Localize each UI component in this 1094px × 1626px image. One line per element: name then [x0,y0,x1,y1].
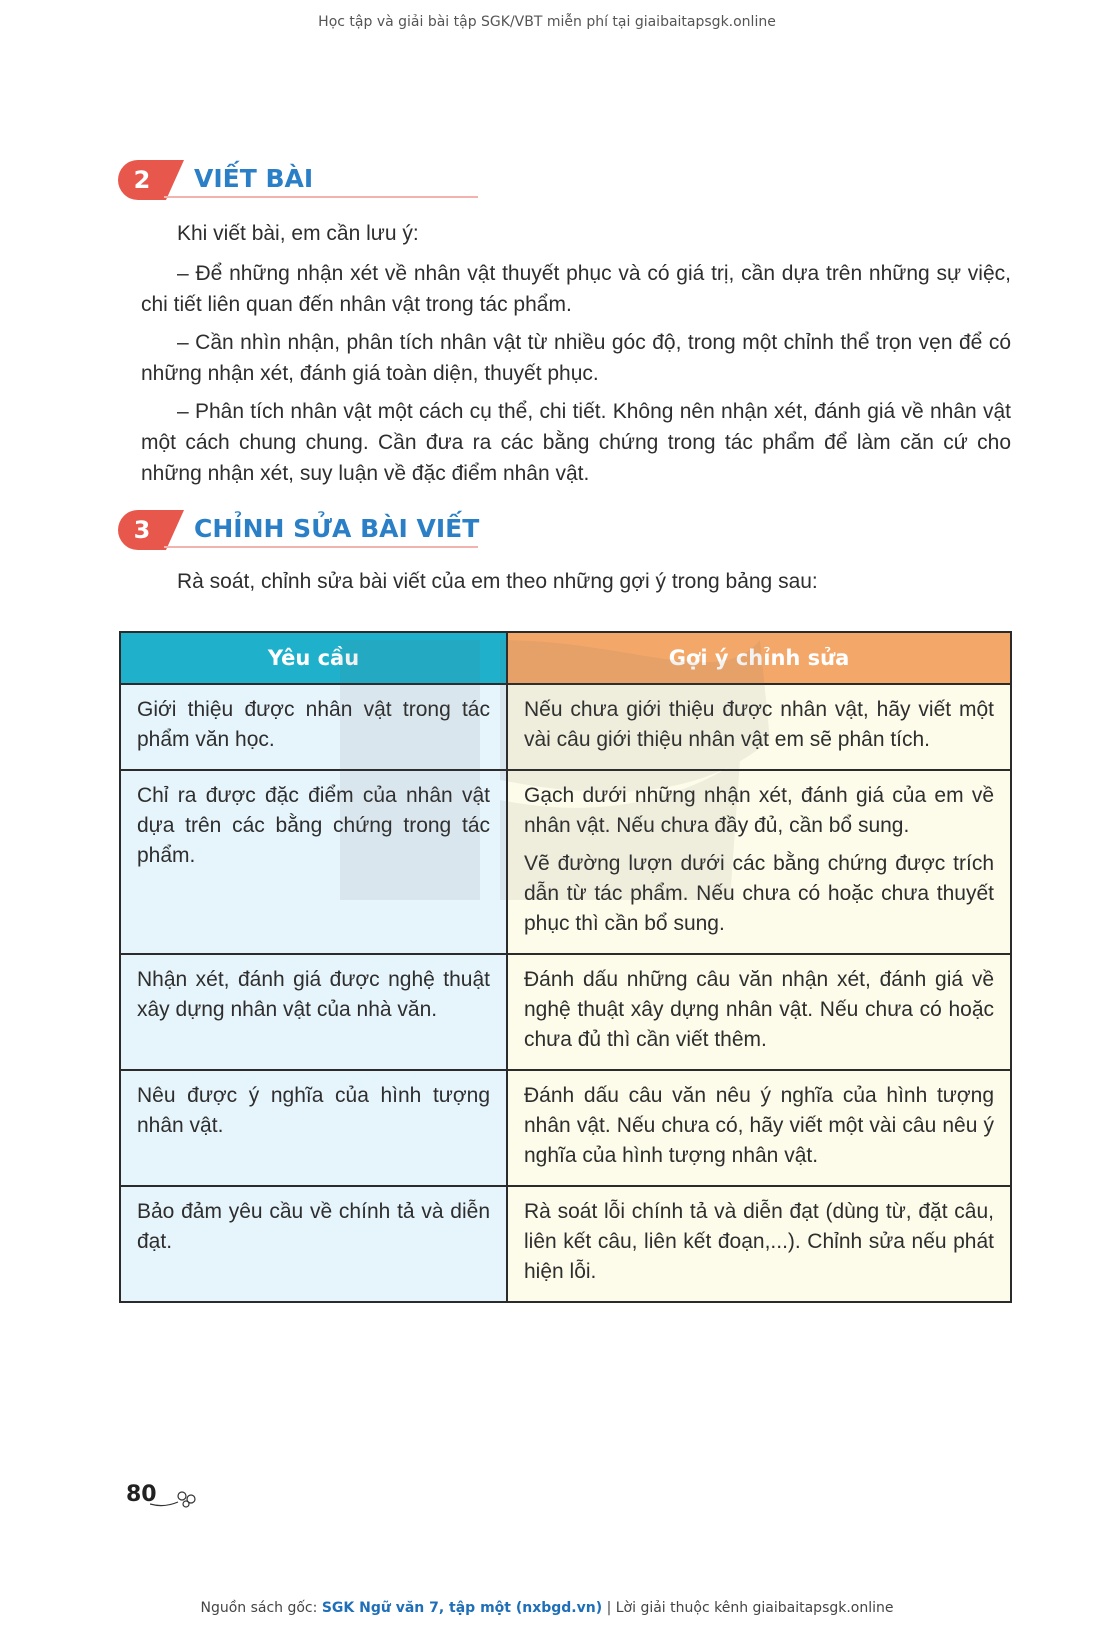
section-2-point-1: – Để những nhận xét về nhân vật thuyết phục và có giá trị, cần dựa trên những sự việc, chi tiết liên quan đến nhân vật trong tác phẩm. [141,262,1011,316]
flower-ornament-icon [150,1486,200,1510]
hint-text: Đánh dấu những câu văn nhận xét, đánh giá về nghệ thuật xây dựng nhân vật. Nếu chưa có hoặc chưa đủ thì cần viết thêm. [524,968,994,1051]
table-row [120,684,1011,770]
section-3-lead: Rà soát, chỉnh sửa bài viết của em theo những gợi ý trong bảng sau: [177,570,818,593]
hint-cell [507,954,1011,1070]
section-3-underline [164,546,478,548]
section-2-heading [118,160,478,200]
header-requirement: Yêu cầu [120,632,507,684]
footer-source-link[interactable]: SGK Ngữ văn 7, tập một (nxbgd.vn) [321,1600,603,1616]
section-3-title: CHỈNH SỬA BÀI VIẾT [194,514,480,543]
footer-separator: | [606,1600,612,1616]
hint-cell [507,1070,1011,1186]
hint-text: Gạch dưới những nhận xét, đánh giá của em về nhân vật. Nếu chưa đầy đủ, cần bổ sung. [524,784,994,837]
footer-suffix: Lời giải thuộc kênh giaibaitapsgk.online [615,1600,894,1616]
requirement-cell [120,684,507,770]
requirement-cell [120,770,507,954]
table-header-row [120,632,1011,684]
section-2-number: 2 [118,160,166,200]
hint-text: Vẽ đường lượn dưới các bằng chứng được trích dẫn từ tác phẩm. Nếu chưa có hoặc chưa thuyết phục thì cần bổ sung. [524,852,994,935]
requirement-cell [120,1186,507,1302]
section-2-point-2: – Cần nhìn nhận, phân tích nhân vật từ nhiều góc độ, trong một chỉnh thể trọn vẹn để có những nhận xét, đánh giá toàn diện, thuyết phục. [141,331,1011,385]
section-2-title: VIẾT BÀI [194,164,314,193]
hint-cell [507,1186,1011,1302]
page-number: 80 [126,1482,157,1507]
table-row [120,1070,1011,1186]
header-hint: Gợi ý chỉnh sửa [507,632,1011,684]
requirement-text: Giới thiệu được nhân vật trong tác phẩm văn học. [137,698,490,751]
hint-cell [507,684,1011,770]
footer [0,1600,1094,1616]
requirement-text: Nhận xét, đánh giá được nghệ thuật xây dựng nhân vật của nhà văn. [137,968,490,1021]
requirement-text: Bảo đảm yêu cầu về chính tả và diễn đạt. [137,1200,490,1253]
section-2-point-3: – Phân tích nhân vật một cách cụ thể, chi tiết. Không nên nhận xét, đánh giá về nhân vật một cách chung chung. Cần đưa ra các bằng chứng trong tác phẩm để làm căn cứ cho những nhận xét, suy luận về đặc điểm nhân vật. [141,400,1011,485]
footer-prefix: Nguồn sách gốc: [200,1600,318,1616]
section-3-number: 3 [118,510,166,550]
requirement-cell [120,954,507,1070]
table-row [120,954,1011,1070]
requirement-cell [120,1070,507,1186]
requirement-text: Nêu được ý nghĩa của hình tượng nhân vật. [137,1084,490,1137]
section-3-heading [118,510,478,550]
section-2-underline [164,196,478,198]
table-row [120,1186,1011,1302]
hint-text: Đánh dấu câu văn nêu ý nghĩa của hình tượng nhân vật. Nếu chưa có, hãy viết một vài câu nêu ý nghĩa của hình tượng nhân vật. [524,1084,994,1167]
requirement-text: Chỉ ra được đặc điểm của nhân vật dựa trên các bằng chứng trong tác phẩm. [137,784,490,867]
hint-text: Nếu chưa giới thiệu được nhân vật, hãy viết một vài câu giới thiệu nhân vật em sẽ phân tích. [524,698,994,751]
table-row [120,770,1011,954]
hint-cell [507,770,1011,954]
hint-text: Rà soát lỗi chính tả và diễn đạt (dùng từ, đặt câu, liên kết câu, liên kết đoạn,...). Chỉnh sửa nếu phát hiện lỗi. [524,1200,994,1283]
section-2-lead: Khi viết bài, em cần lưu ý: [177,222,419,245]
revision-table [119,631,1012,1303]
top-banner: Học tập và giải bài tập SGK/VBT miễn phí tại giaibaitapsgk.online [318,14,776,30]
